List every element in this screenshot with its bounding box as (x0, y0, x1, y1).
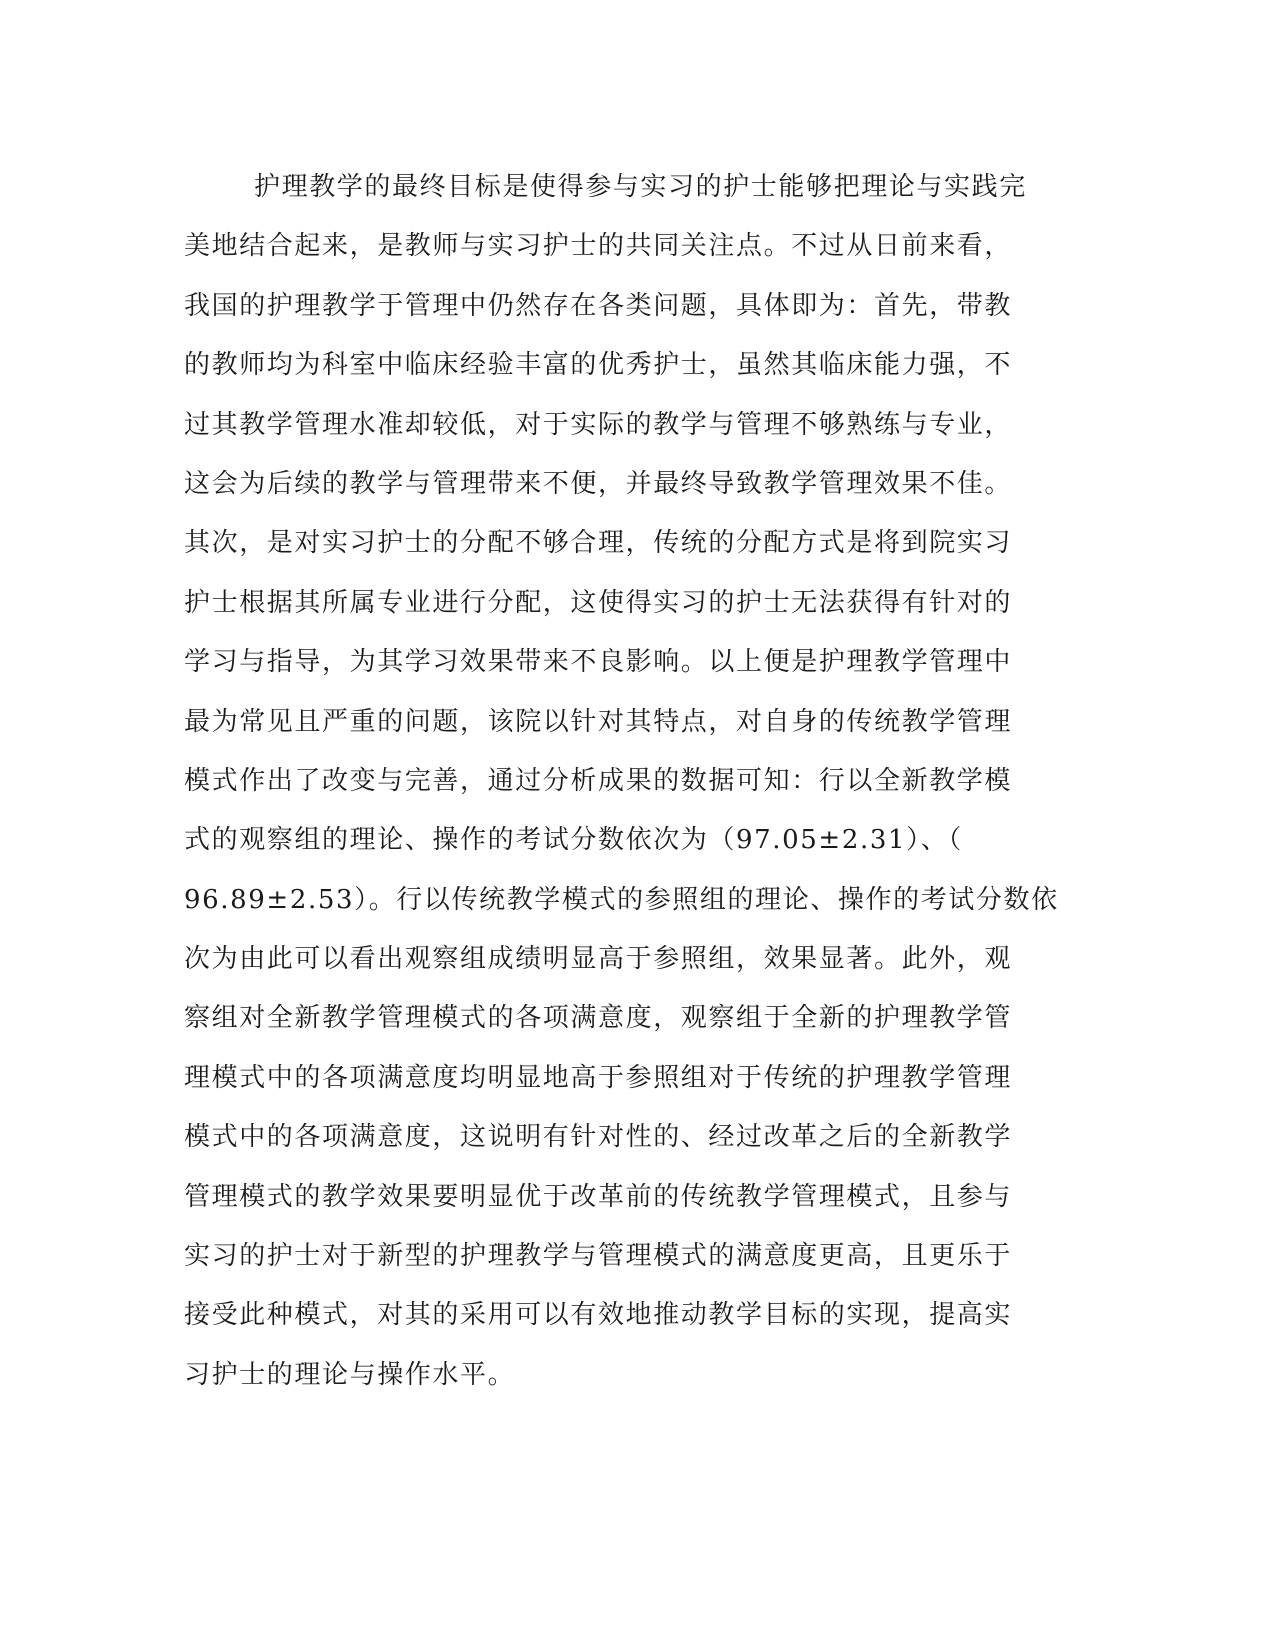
paragraph-line: 管理模式的教学效果要明显优于改革前的传统教学管理模式，且参与 (184, 1181, 1013, 1212)
paragraph-line: 这会为后续的教学与管理带来不便，并最终导致教学管理效果不佳。 (184, 468, 1013, 499)
paragraph-line: 的教师均为科室中临床经验丰富的优秀护士，虽然其临床能力强，不 (184, 350, 1013, 381)
paragraph-line: 模式中的各项满意度，这说明有针对性的、经过改革之后的全新教学 (184, 1122, 1013, 1153)
paragraph-line: 次为由此可以看出观察组成绩明显高于参照组，效果显著。此外，观 (184, 944, 1013, 975)
paragraph-line: 96.89±2.53）。行以传统教学模式的参照组的理论、操作的考试分数依 (184, 884, 1059, 915)
paragraph-line: 学习与指导，为其学习效果带来不良影响。以上便是护理教学管理中 (184, 647, 1013, 678)
paragraph-line: 美地结合起来，是教师与实习护士的共同关注点。不过从日前来看， (184, 231, 1013, 262)
paragraph-line: 实习的护士对于新型的护理教学与管理模式的满意度更高，且更乐于 (184, 1241, 1013, 1272)
paragraph-line: 最为常见且严重的问题，该院以针对其特点，对自身的传统教学管理 (184, 706, 1013, 737)
paragraph-line: 模式作出了改变与完善，通过分析成果的数据可知：行以全新教学模 (184, 765, 1013, 796)
body-paragraph (184, 158, 1059, 1405)
paragraph-line: 习护士的理论与操作水平。 (184, 1359, 516, 1390)
paragraph-line: 式的观察组的理论、操作的考试分数依次为（97.05±2.31）、（ (184, 825, 963, 856)
paragraph-line: 过其教学管理水准却较低，对于实际的教学与管理不够熟练与专业， (184, 409, 1013, 440)
paragraph-line: 其次，是对实习护士的分配不够合理，传统的分配方式是将到院实习 (184, 528, 1013, 559)
paragraph-line: 我国的护理教学于管理中仍然存在各类问题，具体即为：首先，带教 (184, 290, 1013, 321)
paragraph-line: 理模式中的各项满意度均明显地高于参照组对于传统的护理教学管理 (184, 1062, 1013, 1093)
paragraph-line: 护理教学的最终目标是使得参与实习的护士能够把理论与实践完 (254, 172, 1027, 202)
paragraph-line: 护士根据其所属专业进行分配，这使得实习的护士无法获得有针对的 (184, 587, 1013, 618)
paragraph-line: 接受此种模式，对其的采用可以有效地推动教学目标的实现，提高实 (184, 1300, 1013, 1331)
paragraph-line: 察组对全新教学管理模式的各项满意度，观察组于全新的护理教学管 (184, 1003, 1013, 1034)
